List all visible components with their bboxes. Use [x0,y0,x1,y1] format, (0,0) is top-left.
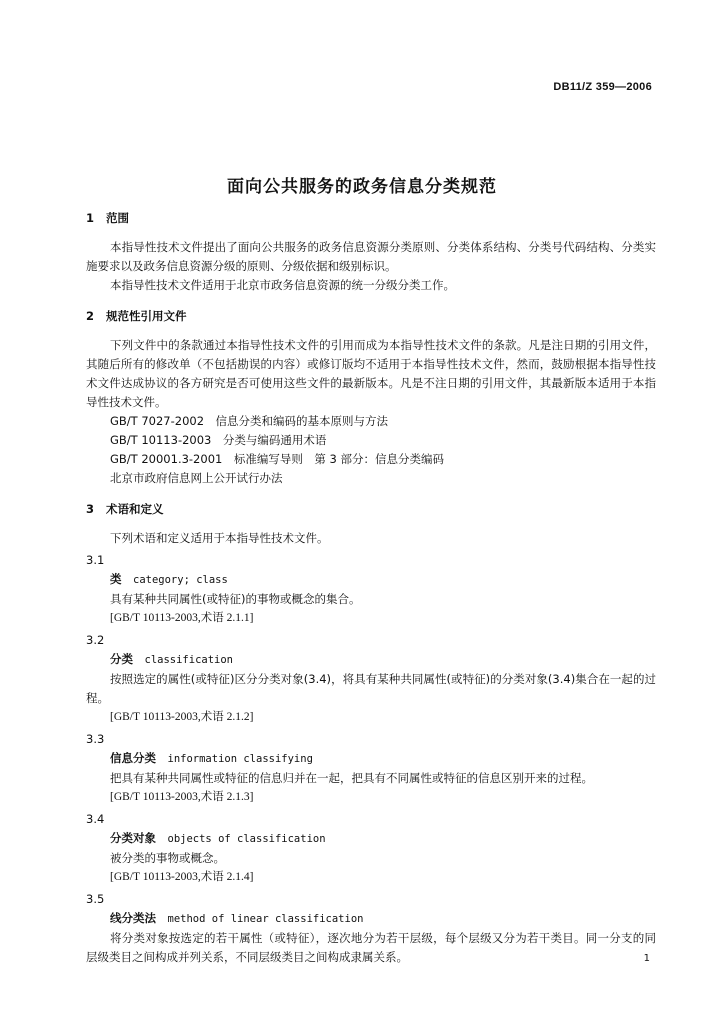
term-english: objects of classification [167,833,326,845]
term-heading [86,749,656,769]
section-number: 3 [86,502,95,516]
term-definition: 按照选定的属性(或特征)区分分类对象(3.4)，将具有某种共同属性(或特征)的分类对象(3.4)集合在一起的过程。 [86,672,656,705]
term-number: 3.3 [86,732,105,746]
term-name: 线分类法 [110,911,156,925]
document-body [86,209,656,967]
term-english: method of linear classification [167,913,364,925]
term-name: 分类 [110,652,133,666]
paragraph: 本指导性技术文件适用于北京市政务信息资源的统一分级分类工作。 [110,278,455,292]
term-definition: 把具有某种共同属性或特征的信息归并在一起，把具有不同属性或特征的信息区别开来的过程。 [110,771,593,785]
term-heading [86,570,656,590]
term-entry [86,810,656,887]
section-title: 规范性引用文件 [106,309,187,323]
term-name: 分类对象 [110,831,156,845]
paragraph: 下列文件中的条款通过本指导性技术文件的引用而成为本指导性技术文件的条款。凡是注日期的引用文件，其随后所有的修改单（不包括勘误的内容）或修订版均不适用于本指导性技术文件，然而，鼓励根据本指导性技术文件达成协议的各方研究是否可使用这些文件的最新版本。凡是不注日期的引用文件，其最新版本适用于本指导性技术文件。 [86,338,656,409]
section-heading-2 [86,307,656,326]
term-number: 3.5 [86,892,105,906]
term-definition: 被分类的事物或概念。 [110,851,225,865]
section-title: 范围 [106,211,129,225]
term-heading [86,909,656,929]
term-number: 3.4 [86,812,105,826]
term-name: 类 [110,572,122,586]
document-number: DB11/Z 359—2006 [553,81,652,93]
term-english: classification [144,654,234,666]
term-english: information classifying [167,753,313,765]
term-definition: 具有某种共同属性(或特征)的事物或概念的集合。 [110,592,361,606]
paragraph: 本指导性技术文件提出了面向公共服务的政务信息资源分类原则、分类体系结构、分类号代码结构、分类实施要求以及政务信息资源分级的原则、分级依据和级别标识。 [86,240,656,273]
reference-item: GB/T 20001.3-2001 标准编写导则 第 3 部分：信息分类编码 [110,452,444,466]
term-heading [86,650,656,670]
term-entry [86,631,656,727]
section-heading-3 [86,500,656,519]
term-number: 3.1 [86,553,105,567]
term-source: [GB/T 10113-2003,术语 2.1.2] [110,711,254,723]
term-entry [86,730,656,807]
term-name: 信息分类 [110,751,156,765]
section-heading-1 [86,209,656,228]
term-definition: 将分类对象按选定的若干属性（或特征），逐次地分为若干层级，每个层级又分为若干类目。同一分支的同层级类目之间构成并列关系，不同层级类目之间构成隶属关系。 [86,931,656,964]
document-title: 面向公共服务的政务信息分类规范 [227,177,497,197]
page-number: 1 [643,953,650,964]
term-number: 3.2 [86,633,105,647]
term-heading [86,829,656,849]
term-english: category; class [133,574,228,586]
reference-item: 北京市政府信息网上公开试行办法 [110,471,283,485]
section-title: 术语和定义 [106,502,164,516]
reference-item: GB/T 10113-2003 分类与编码通用术语 [110,433,327,447]
term-source: [GB/T 10113-2003,术语 2.1.1] [110,612,254,624]
reference-list [86,412,656,488]
section-number: 1 [86,211,95,225]
paragraph: 下列术语和定义适用于本指导性技术文件。 [110,531,329,545]
term-source: [GB/T 10113-2003,术语 2.1.4] [110,871,254,883]
term-entry [86,551,656,628]
reference-item: GB/T 7027-2002 信息分类和编码的基本原则与方法 [110,414,389,428]
term-source: [GB/T 10113-2003,术语 2.1.3] [110,791,254,803]
section-number: 2 [86,309,95,323]
term-entry [86,890,656,967]
